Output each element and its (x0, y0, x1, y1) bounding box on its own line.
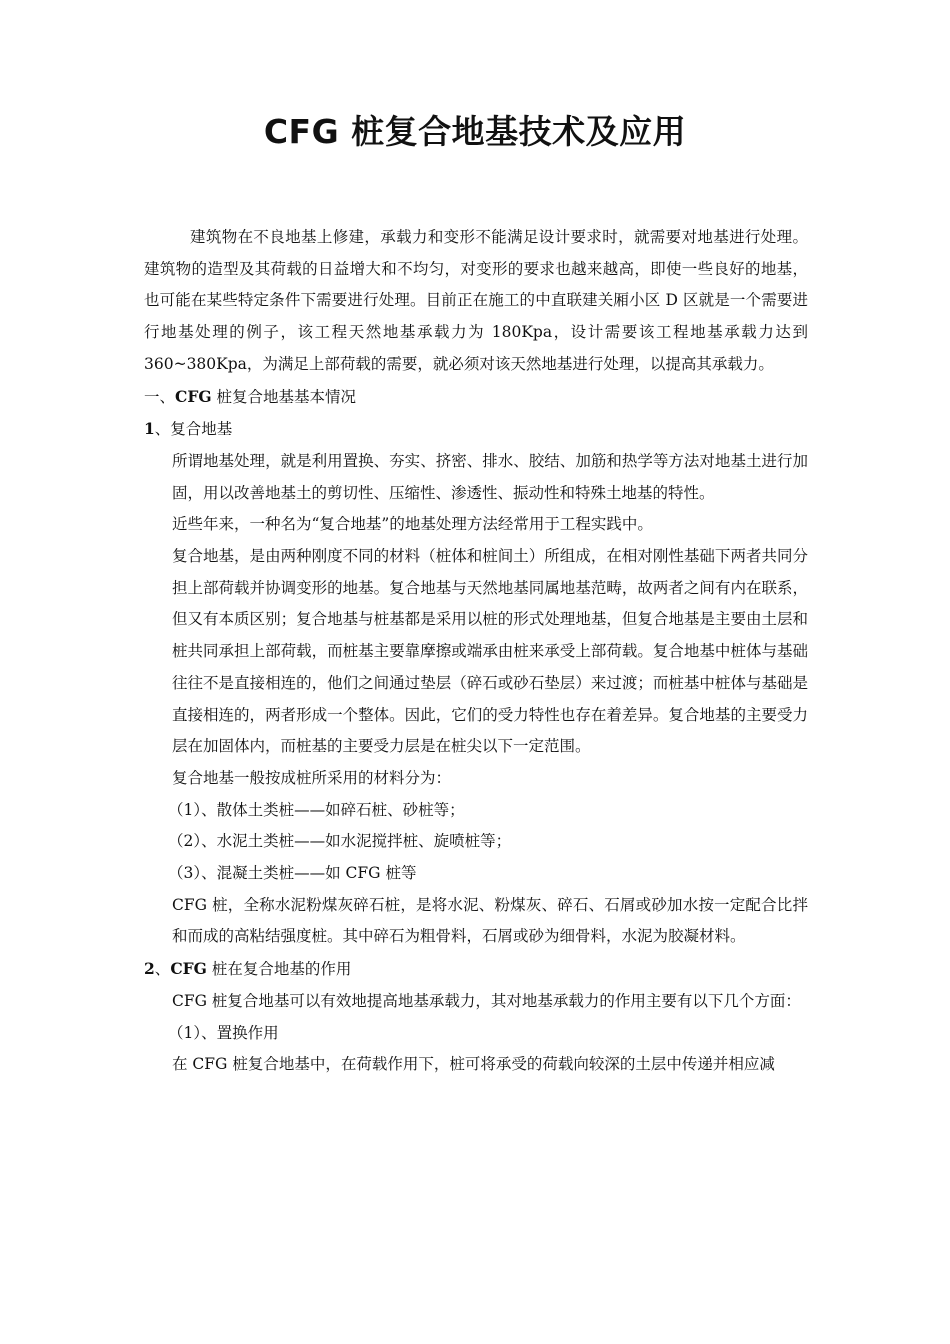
list-item: （1）、置换作用 (168, 1023, 279, 1042)
paragraph: 复合地基，是由两种刚度不同的材料（桩体和桩间土）所组成，在相对刚性基础下两者共同分担上部荷载并协调变形的地基。复合地基与天然地基同属地基范畴，故两者之间有内在联系，但又有本质区别；复合地基与桩基都是采用以桩的形式处理地基，但复合地基是主要由土层和桩共同承担上部荷载，而桩基主要靠摩擦或端承由桩来承受上部荷载。复合地基中桩体与基础往往不是直接相连的，他们之间通过垫层（碎石或砂石垫层）来过渡；而桩基中桩体与基础是直接相连的，两者形成一个整体。因此，它们的受力特性也存在着差异。复合地基的主要受力层在加固体内，而桩基的主要受力层是在桩尖以下一定范围。 (172, 547, 808, 756)
list-item: （1）、散体土类桩——如碎石桩、砂桩等； (168, 800, 465, 819)
list-item: （3）、混凝土类桩——如 CFG 桩等 (168, 864, 417, 883)
paragraph: 在 CFG 桩复合地基中，在荷载作用下，桩可将承受的荷载向较深的土层中传递并相应减 (172, 1055, 775, 1074)
list-item: （2）、水泥土类桩——如水泥搅拌桩、旋喷桩等； (168, 832, 512, 851)
section-heading-text: 桩复合地基基本情况 (211, 387, 357, 406)
paragraph: CFG 桩复合地基可以有效地提高地基承载力，其对地基承载力的作用主要有以下几个方面： (172, 991, 801, 1010)
subsection-heading-bold: CFG (170, 959, 207, 979)
document-body (144, 222, 808, 1081)
document-title: CFG 桩复合地基技术及应用 (263, 112, 687, 151)
subsection-separator: 、 (154, 960, 171, 979)
subsection-heading-1 (144, 413, 808, 446)
section-heading-1 (144, 381, 808, 414)
section-prefix: 一、 (144, 387, 176, 406)
subsection-number: 1 (144, 419, 155, 439)
subsection-title: 、复合地基 (154, 420, 233, 439)
section-heading-bold: CFG (175, 386, 212, 406)
intro-paragraph: 建筑物在不良地基上修建，承载力和变形不能满足设计要求时，就需要对地基进行处理。建筑物的造型及其荷载的日益增大和不均匀，对变形的要求也越来越高，即使一些良好的地基，也可能在某些特定条件下需要进行处理。目前正在施工的中直联建关厢小区 D 区就是一个需要进行地基处理的例子，该工程天然地基承载力为 180Kpa，设计需要该工程地基承载力达到 360~380Kpa，为满足上部荷载的需要，就必须对该天然地基进行处理，以提高其承载力。 (144, 228, 808, 373)
paragraph: 近些年来，一种名为“复合地基”的地基处理方法经常用于工程实践中。 (172, 515, 653, 534)
subsection-number: 2 (144, 959, 155, 979)
paragraph: CFG 桩，全称水泥粉煤灰碎石桩，是将水泥、粉煤灰、碎石、石屑或砂加水按一定配合比拌和而成的高粘结强度桩。其中碎石为粗骨料，石屑或砂为细骨料，水泥为胶凝材料。 (172, 895, 808, 946)
paragraph: 所谓地基处理，就是利用置换、夯实、挤密、排水、胶结、加筋和热学等方法对地基土进行加固，用以改善地基土的剪切性、压缩性、渗透性、振动性和特殊土地基的特性。 (172, 451, 808, 502)
subsection-title: 桩在复合地基的作用 (206, 960, 352, 979)
paragraph: 复合地基一般按成桩所采用的材料分为： (172, 768, 452, 787)
subsection-heading-2 (144, 953, 808, 986)
